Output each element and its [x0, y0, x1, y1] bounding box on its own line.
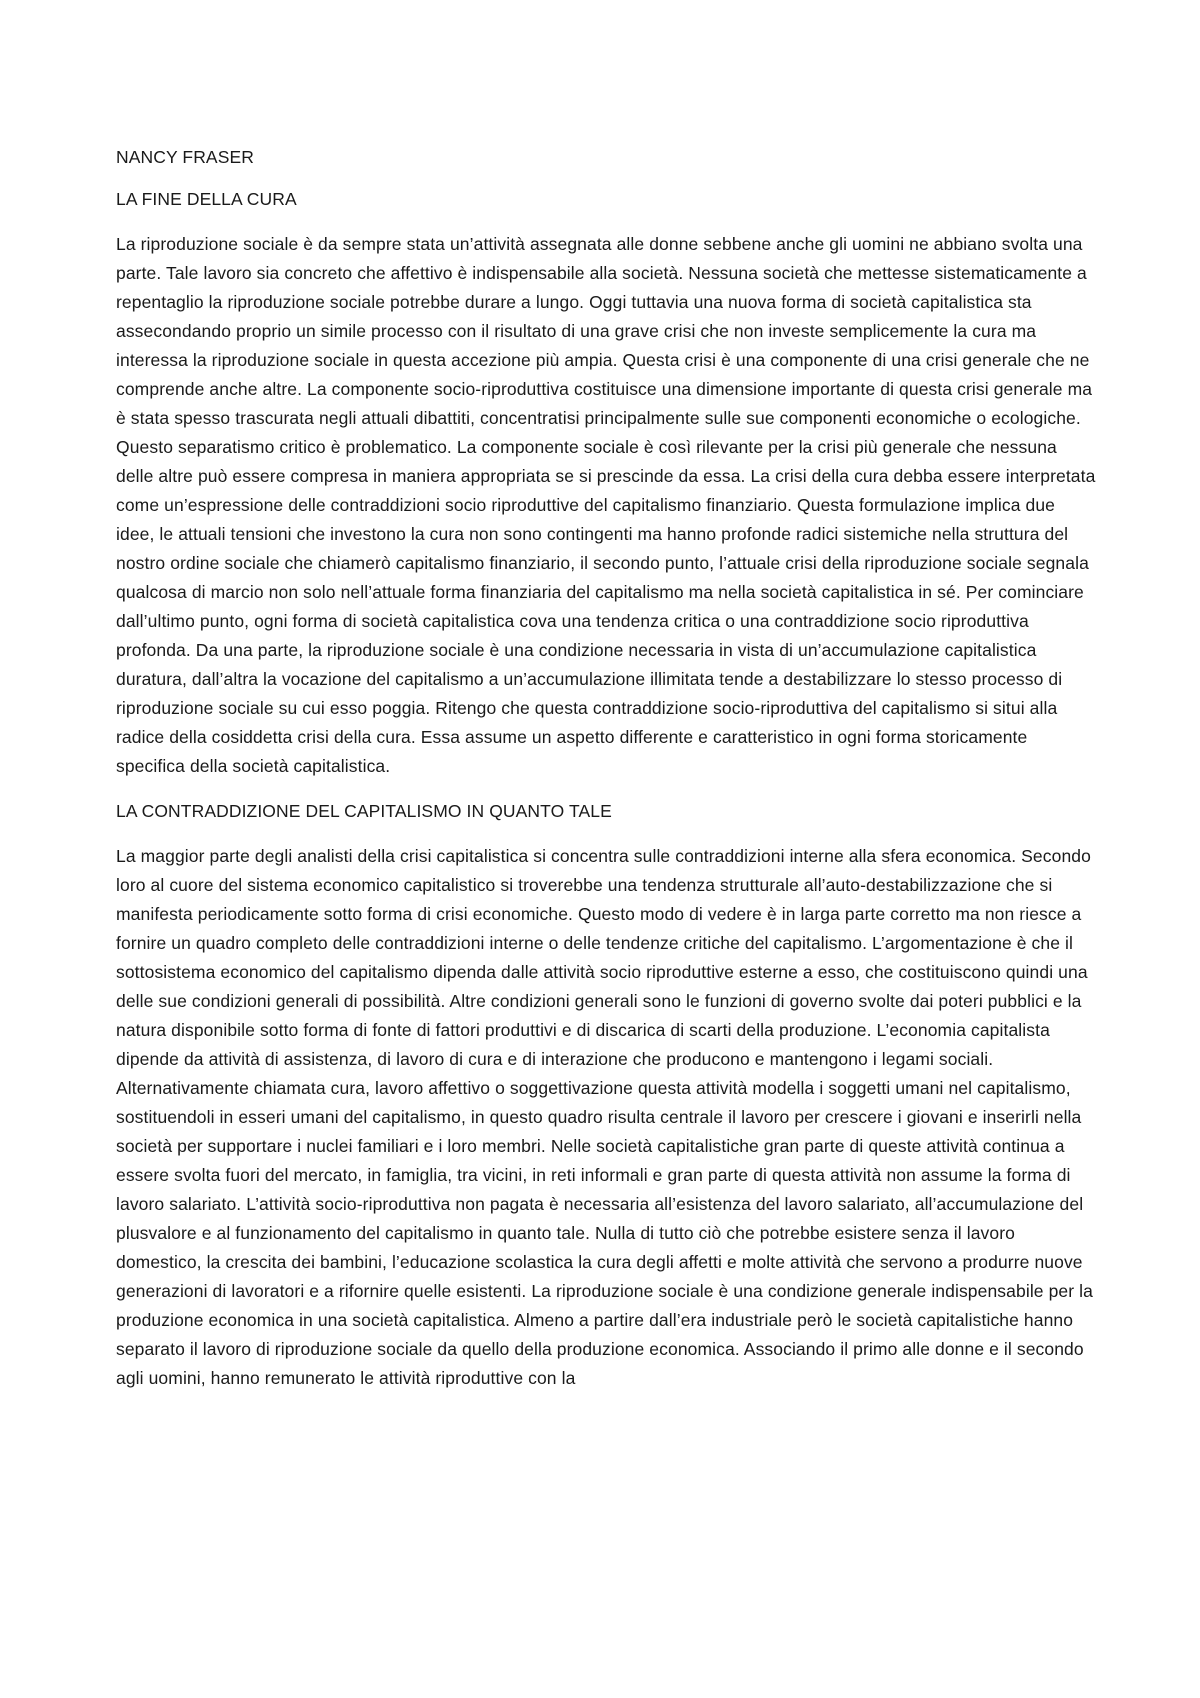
body-paragraph: La maggior parte degli analisti della crisi capitalistica si concentra sulle contraddizioni interne alla sfera economica. Secondo loro al cuore del sistema economico capitalistico si troverebbe una tendenza strutturale all’auto-destabilizzazione che si manifesta periodicamente sotto forma di crisi economiche. Questo modo di vedere è in larga parte corretto ma non riesce a fornire un quadro completo delle contraddizioni interne o delle tendenze critiche del capitalismo. L’argomentazione è che il sottosistema economico del capitalismo dipenda dalle attività socio riproduttive esterne a esso, che costituiscono quindi una delle sue condizioni generali di possibilità. Altre condizioni generali sono le funzioni di governo svolte dai poteri pubblici e la natura disponibile sotto forma di fonte di fattori produttivi e di discarica di scarti della produzione. L’economia capitalista dipende da attività di assistenza, di lavoro di cura e di interazione che producono e mantengono i legami sociali. Alternativamente chiamata cura, lavoro affettivo o soggettivazione questa attività modella i soggetti umani nel capitalismo, sostituendoli in esseri umani del capitalismo, in questo quadro risulta centrale il lavoro per crescere i giovani e inserirli nella società per supportare i nuclei familiari e i loro membri. Nelle società capitalistiche gran parte di queste attività continua a essere svolta fuori del mercato, in famiglia, tra vicini, in reti informali e gran parte di questa attività non assume la forma di lavoro salariato. L’attività socio-riproduttiva non pagata è necessaria all’esistenza del lavoro salariato, all’accumulazione del plusvalore e al funzionamento del capitalismo in quanto tale. Nulla di tutto ciò che potrebbe esistere senza il lavoro domestico, la crescita dei bambini, l’educazione scolastica la cura degli affetti e molte attività che servono a produrre nuove generazioni di lavoratori e a rifornire quelle esistenti. La riproduzione sociale è una condizione generale indispensabile per la produzione economica in una società capitalistica. Almeno a partire dall’era industriale però le società capitalistiche hanno separato il lavoro di riproduzione sociale da quello della produzione economica. Associando il primo alle donne e il secondo agli uomini, hanno remunerato le attività riproduttive con la	[116, 846, 1093, 1388]
body-paragraph: La riproduzione sociale è da sempre stata un’attività assegnata alle donne sebbene anche gli uomini ne abbiano svolta una parte. Tale lavoro sia concreto che affettivo è indispensabile alla società. Nessuna società che mettesse sistematicamente a repentaglio la riproduzione sociale potrebbe durare a lungo. Oggi tuttavia una nuova forma di società capitalistica sta assecondando proprio un simile processo con il risultato di una grave crisi che non investe semplicemente la cura ma interessa la riproduzione sociale in questa accezione più ampia. Questa crisi è una componente di una crisi generale che ne comprende anche altre. La componente socio-riproduttiva costituisce una dimensione importante di questa crisi generale ma è stata spesso trascurata negli attuali dibattiti, concentratisi principalmente sulle sue componenti economiche o ecologiche. Questo separatismo critico è problematico. La componente sociale è così rilevante per la crisi più generale che nessuna delle altre può essere compresa in maniera appropriata se si prescinde da essa. La crisi della cura debba essere interpretata come un’espressione delle contraddizioni socio riproduttive del capitalismo finanziario. Questa formulazione implica due idee, le attuali tensioni che investono la cura non sono contingenti ma hanno profonde radici sistemiche nella struttura del nostro ordine sociale che chiamerò capitalismo finanziario, il secondo punto, l’attuale crisi della riproduzione sociale segnala qualcosa di marcio non solo nell’attuale forma finanziaria del capitalismo ma nella società capitalistica in sé. Per cominciare dall’ultimo punto, ogni forma di società capitalistica cova una tendenza critica o una contraddizione socio riproduttiva profonda. Da una parte, la riproduzione sociale è una condizione necessaria in vista di un’accumulazione capitalistica duratura, dall’altra la vocazione del capitalismo a un’accumulazione illimitata tende a destabilizzare lo stesso processo di riproduzione sociale su cui esso poggia. Ritengo che questa contraddizione socio-riproduttiva del capitalismo si situi alla radice della cosiddetta crisi della cura. Essa assume un aspetto differente e caratteristico in ogni forma storicamente specifica della società capitalistica.	[116, 234, 1096, 776]
author-name: NANCY FRASER	[116, 147, 254, 167]
section-heading: LA CONTRADDIZIONE DEL CAPITALISMO IN QUANTO TALE	[116, 801, 612, 821]
document-page	[116, 146, 1096, 1412]
document-title: LA FINE DELLA CURA	[116, 189, 297, 209]
